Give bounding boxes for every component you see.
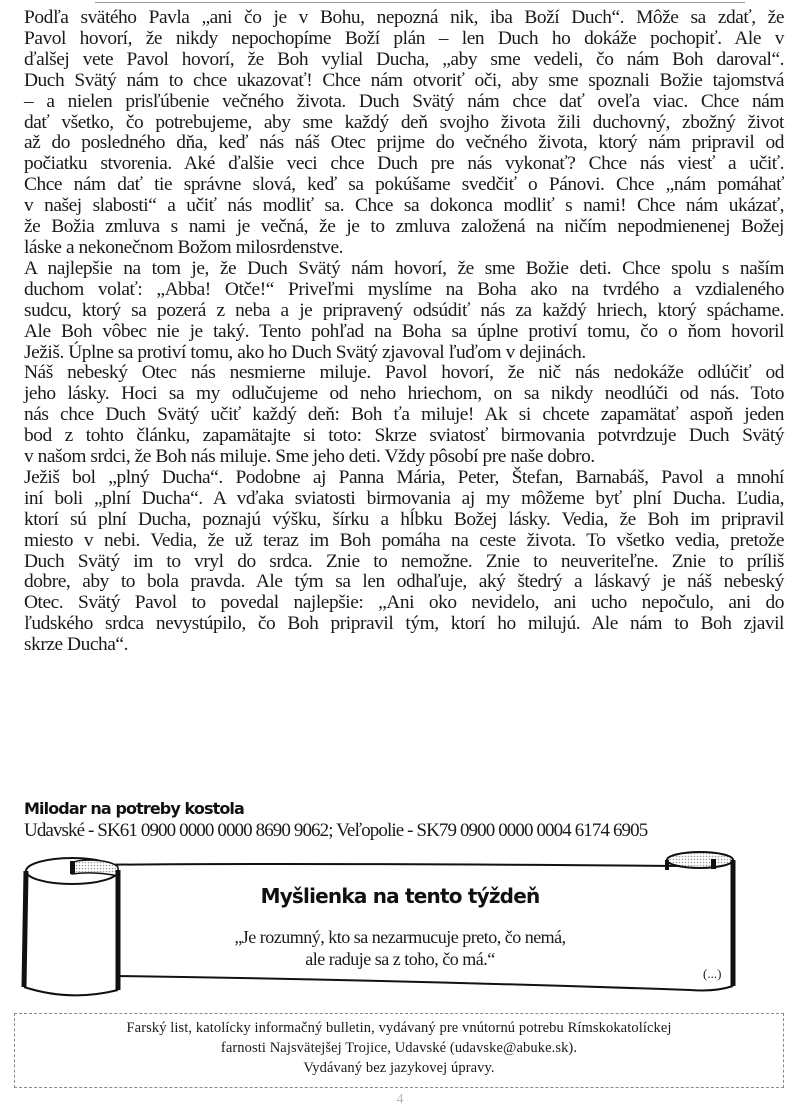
article-paragraph [24,363,784,468]
thought-quote-line-2: ale raduje sa z toho, čo má.“ [305,949,495,969]
footer-line-3: Vydávaný bez jazykovej úpravy. [303,1060,495,1076]
article-line: – a nielen prisľúbenie večného života. Duch Svätý nám chce dať oveľa viac. Chce nám [24,90,784,112]
page-number: 4 [396,1092,404,1107]
thought-attribution: (...) [703,966,722,981]
donation-accounts: Udavské - SK61 0900 0000 0000 8690 9062; Veľopolie - SK79 0900 0000 0004 6174 6905 [24,820,648,841]
article-line: Náš nebeský Otec nás nesmierne miluje. Pavol hovorí, že nič nás nedokáže odlúčiť od [24,362,784,384]
article-body [24,8,784,656]
article-line: Otec. Svätý Pavol to povedal najlepšie: „Ani oko nevidelo, ani ucho nepočulo, ani do [24,592,784,614]
article-line: ďalšej vete Pavol hovorí, že Boh vylial Ducha, „aby sme vedeli, čo nám Boh daroval“. [24,48,784,70]
footer-box [14,1013,784,1088]
article-line: Ježiš bol „plný Ducha“. Podobne aj Panna Mária, Peter, Štefan, Barnabáš, Pavol a mnohí [24,466,784,488]
article-line: že Božia zmluva s nami je večná, že je to zmluva založená na ničím nepodmienenej Božej [24,216,784,238]
article-line: nás chce Duch Svätý učiť každý deň: Boh ťa miluje! Ak si chcete zapamätať aspoň jeden [24,404,784,426]
article-line: sudcu, ktorý sa pozerá z neba a je pripravený odsúdiť nás za každý hriech, ktorý spáchame. [24,299,784,321]
article-line: A najlepšie na tom je, že Duch Svätý nám hovorí, že sme Božie deti. Chce spolu s naším [24,257,784,279]
article-line: dať všetko, čo potrebujeme, aby sme každý deň svojho života žili duchovný, zbožný život [24,111,784,133]
article-line: v našom srdci, že Boh nás miluje. Sme jeho deti. Vždy pôsobí pre naše dobro. [24,446,595,468]
thought-quote-line-1: „Je rozumný, kto sa nezarmucuje preto, čo nemá, [234,927,566,947]
article-line: až do posledného dňa, keď nás náš Otec prijme do večného života, ktorý nám pripravil od [24,132,784,154]
article-line: v našej slabosti“ a učiť nás modliť sa. Chce sa dokonca modliť s nami! Chce nám ukázať, [24,195,784,217]
article-paragraph [24,8,784,259]
article-line: Pavol hovorí, že nikdy nepochopíme Boží plán – len Duch ho dokáže pochopiť. Ale v [24,27,784,49]
footer-line-1: Farský list, katolícky informačný bulletin, vydávaný pre vnútornú potrebu Rímskokatolíckej [126,1020,672,1036]
article-line: Podľa svätého Pavla „ani čo je v Bohu, nepozná nik, iba Boží Duch“. Môže sa zdať, že [24,7,784,28]
article-line: bod z tohto článku, zapamätajte si toto: Skrze sviatosť birmovania potvrdzuje Duch Svätý [24,425,784,447]
article-line: Chce nám dať tie správne slová, keď sa pokúšame svedčiť o Pánovi. Chce „nám pomáhať [24,174,784,196]
article-line: miesto v nebi. Vedia, že už teraz im Boh pomáha na ceste života. To všetko vedia, pretože [24,529,784,551]
article-line: ktorí sú plní Ducha, poznajú výšku, šírku a hĺbku Božej lásky. Vedia, že Boh im pripravil [24,508,784,530]
article-line: Ale Boh vôbec nie je taký. Tento pohľad na Boha sa úplne protiví tomu, čo o ňom hovoril [24,320,784,342]
article-line: láske a nekonečnom Božom milosrdenstve. [24,236,344,258]
article-line: iní boli „plní Ducha“. A vďaka sviatosti birmovania aj my môžeme byť plní Ducha. Ľudia, [24,487,784,509]
article-line: Duch Svätý im to vryl do srdca. Znie to nemožne. Znie to neuveriteľne. Znie to príliš [24,550,784,572]
article-line: jeho lásky. Hoci sa my odlučujeme od neho hriechom, on sa nikdy neodlúči od nás. Toto [24,383,784,405]
article-line: dobre, aby to bola pravda. Ale tým sa len odhaľuje, aký štedrý a láskavý je náš nebeský [24,571,784,593]
thought-title: Myšlienka na tento týždeň [260,884,540,908]
article-line: ľudského srdca nevystúpilo, čo Boh pripravil tým, ktorí ho milujú. Ale nám to Boh zjavil [24,613,784,635]
article-paragraph [24,259,784,364]
article-line: počiatku stvorenia. Aké ďalšie veci chce Duch pre nás vykonať? Chce nás viesť a učiť. [24,153,784,175]
scroll-banner-icon [0,840,800,1010]
donation-title: Milodar na potreby kostola [24,799,244,818]
article-paragraph [24,468,784,656]
thought-quote [0,926,800,970]
article-line: skrze Ducha“. [24,634,128,656]
footer-line-2: farnosti Najsvätejšej Trojice, Udavské (udavske@abuke.sk). [220,1040,578,1056]
article-line: Duch Svätý nám to chce ukazovať! Chce nám otvoriť oči, aby sme spoznali Božie tajomstvá [24,69,784,91]
article-line: Ježiš. Úplne sa protiví tomu, ako ho Duch Svätý zjavoval ľuďom v dejinách. [24,341,586,363]
top-rule [95,2,745,3]
thought-of-the-week-scroll [0,840,800,1010]
article-line: duchom volať: „Abba! Otče!“ Priveľmi myslíme na Boha ako na tvrdého a vzdialeného [24,278,784,300]
donation-section [24,798,784,842]
